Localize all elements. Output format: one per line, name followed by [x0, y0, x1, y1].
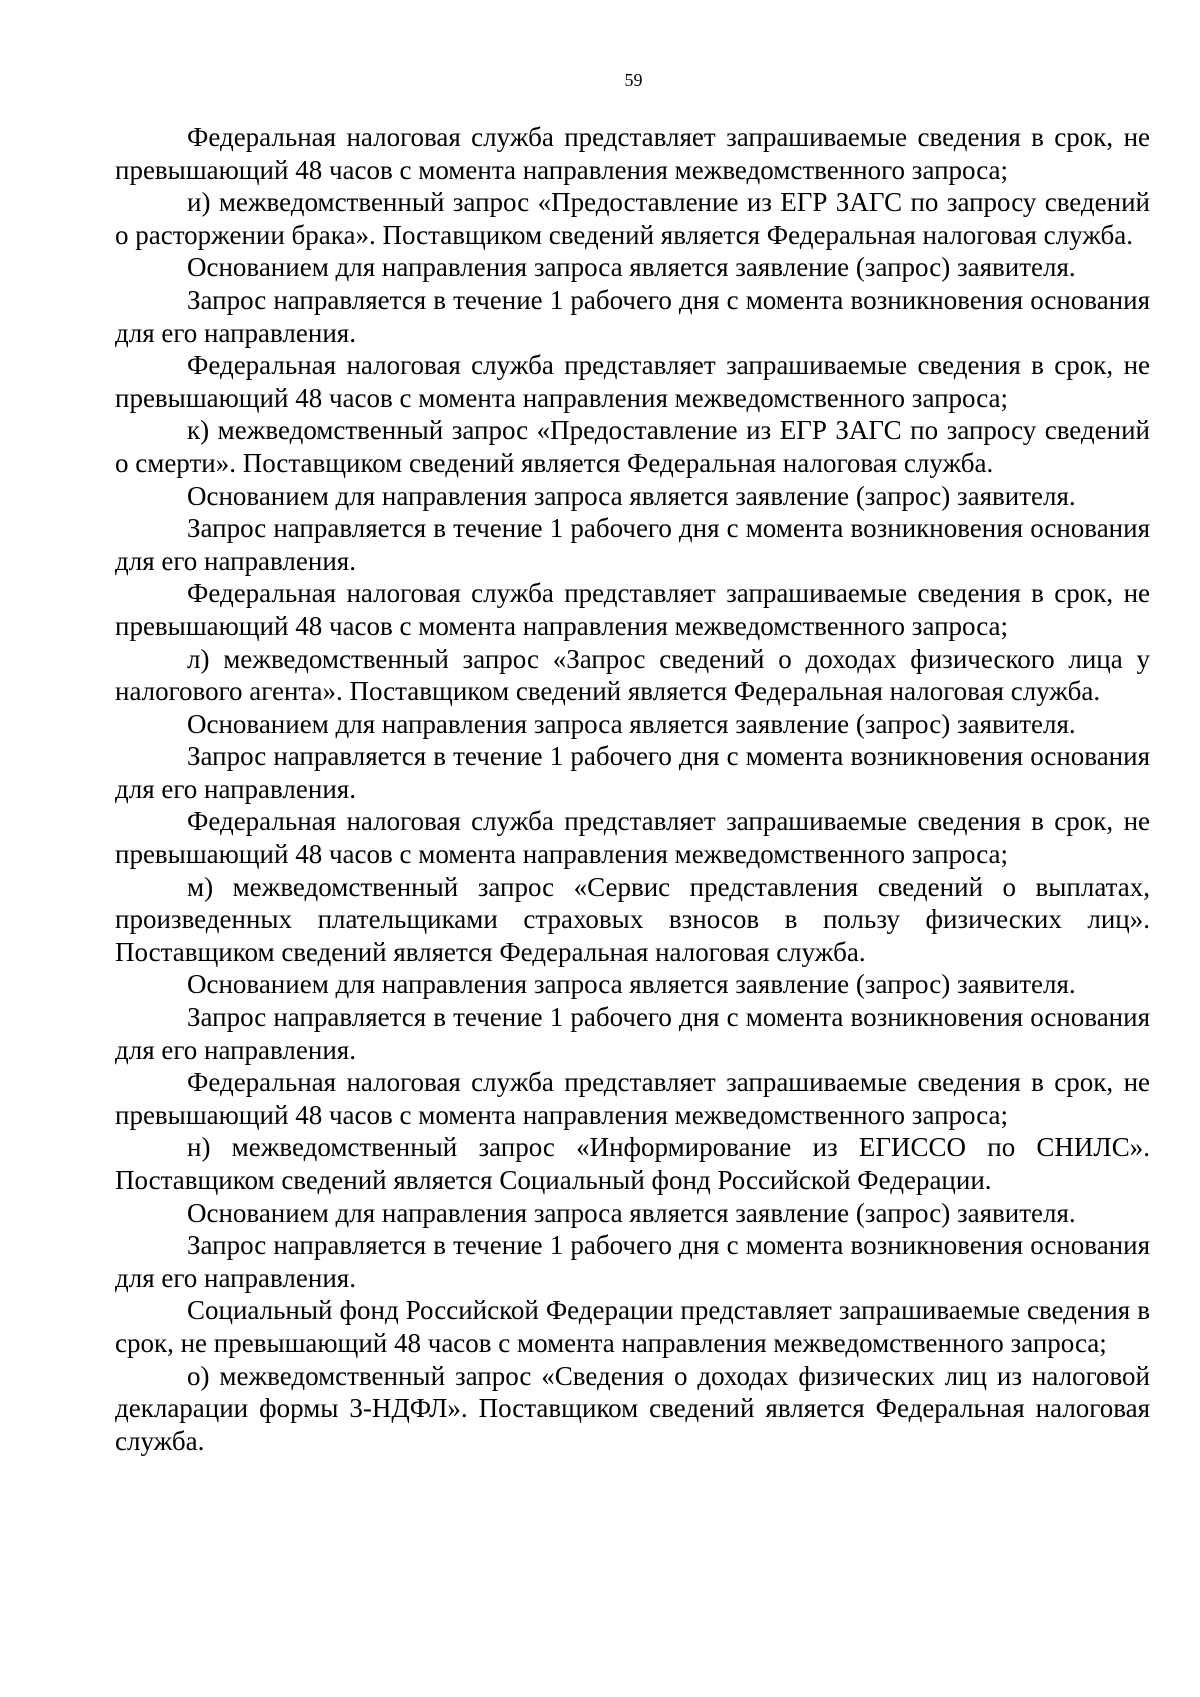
paragraph: Запрос направляется в течение 1 рабочего дня с момента возникновения основания для его направления.	[115, 1002, 1150, 1065]
paragraph: Запрос направляется в течение 1 рабочего дня с момента возникновения основания для его направления.	[115, 513, 1150, 576]
paragraph: н) межведомственный запрос «Информирование из ЕГИССО по СНИЛС». Поставщиком сведений является Социальный фонд Российской Федерации.	[115, 1132, 1150, 1195]
document-body	[115, 121, 1150, 1457]
paragraph: Запрос направляется в течение 1 рабочего дня с момента возникновения основания для его направления.	[115, 1230, 1150, 1293]
paragraph: и) межведомственный запрос «Предоставление из ЕГР ЗАГС по запросу сведений о расторжении брака». Поставщиком сведений является Федеральная налоговая служба.	[115, 187, 1150, 250]
paragraph: Федеральная налоговая служба представляет запрашиваемые сведения в срок, не превышающий 48 часов с момента направления межведомственного запроса;	[115, 350, 1150, 413]
paragraph: Федеральная налоговая служба представляет запрашиваемые сведения в срок, не превышающий 48 часов с момента направления межведомственного запроса;	[115, 122, 1150, 185]
paragraph: Основанием для направления запроса является заявление (запрос) заявителя.	[187, 252, 1076, 283]
paragraph: Федеральная налоговая служба представляет запрашиваемые сведения в срок, не превышающий 48 часов с момента направления межведомственного запроса;	[115, 1067, 1150, 1130]
paragraph: Федеральная налоговая служба представляет запрашиваемые сведения в срок, не превышающий 48 часов с момента направления межведомственного запроса;	[115, 806, 1150, 870]
paragraph: Основанием для направления запроса является заявление (запрос) заявителя.	[187, 708, 1076, 739]
paragraph: Запрос направляется в течение 1 рабочего дня с момента возникновения основания для его направления.	[115, 284, 1150, 348]
paragraph: м) межведомственный запрос «Сервис представления сведений о выплатах, произведенных плательщиками страховых взносов в пользу физических лиц». Поставщиком сведений является Федеральная налоговая служба.	[115, 871, 1150, 967]
paragraph: о) межведомственный запрос «Сведения о доходах физических лиц из налоговой декларации формы 3-НДФЛ». Поставщиком сведений является Федеральная налоговая служба.	[115, 1360, 1150, 1456]
paragraph: Федеральная налоговая служба представляет запрашиваемые сведения в срок, не превышающий 48 часов с момента направления межведомственного запроса;	[115, 578, 1150, 641]
paragraph: Основанием для направления запроса является заявление (запрос) заявителя.	[187, 1197, 1076, 1228]
paragraph: к) межведомственный запрос «Предоставление из ЕГР ЗАГС по запросу сведений о смерти». Поставщиком сведений является Федеральная налоговая служба.	[115, 415, 1150, 478]
paragraph: Социальный фонд Российской Федерации представляет запрашиваемые сведения в срок, не превышающий 48 часов с момента направления межведомственного запроса;	[115, 1295, 1150, 1358]
page-number: 59	[624, 70, 643, 90]
paragraph: Запрос направляется в течение 1 рабочего дня с момента возникновения основания для его направления.	[115, 741, 1150, 804]
paragraph: л) межведомственный запрос «Запрос сведений о доходах физического лица у налогового агента». Поставщиком сведений является Федеральная налоговая служба.	[115, 643, 1150, 707]
paragraph: Основанием для направления запроса является заявление (запрос) заявителя.	[187, 480, 1076, 511]
paragraph: Основанием для направления запроса является заявление (запрос) заявителя.	[187, 969, 1076, 1000]
